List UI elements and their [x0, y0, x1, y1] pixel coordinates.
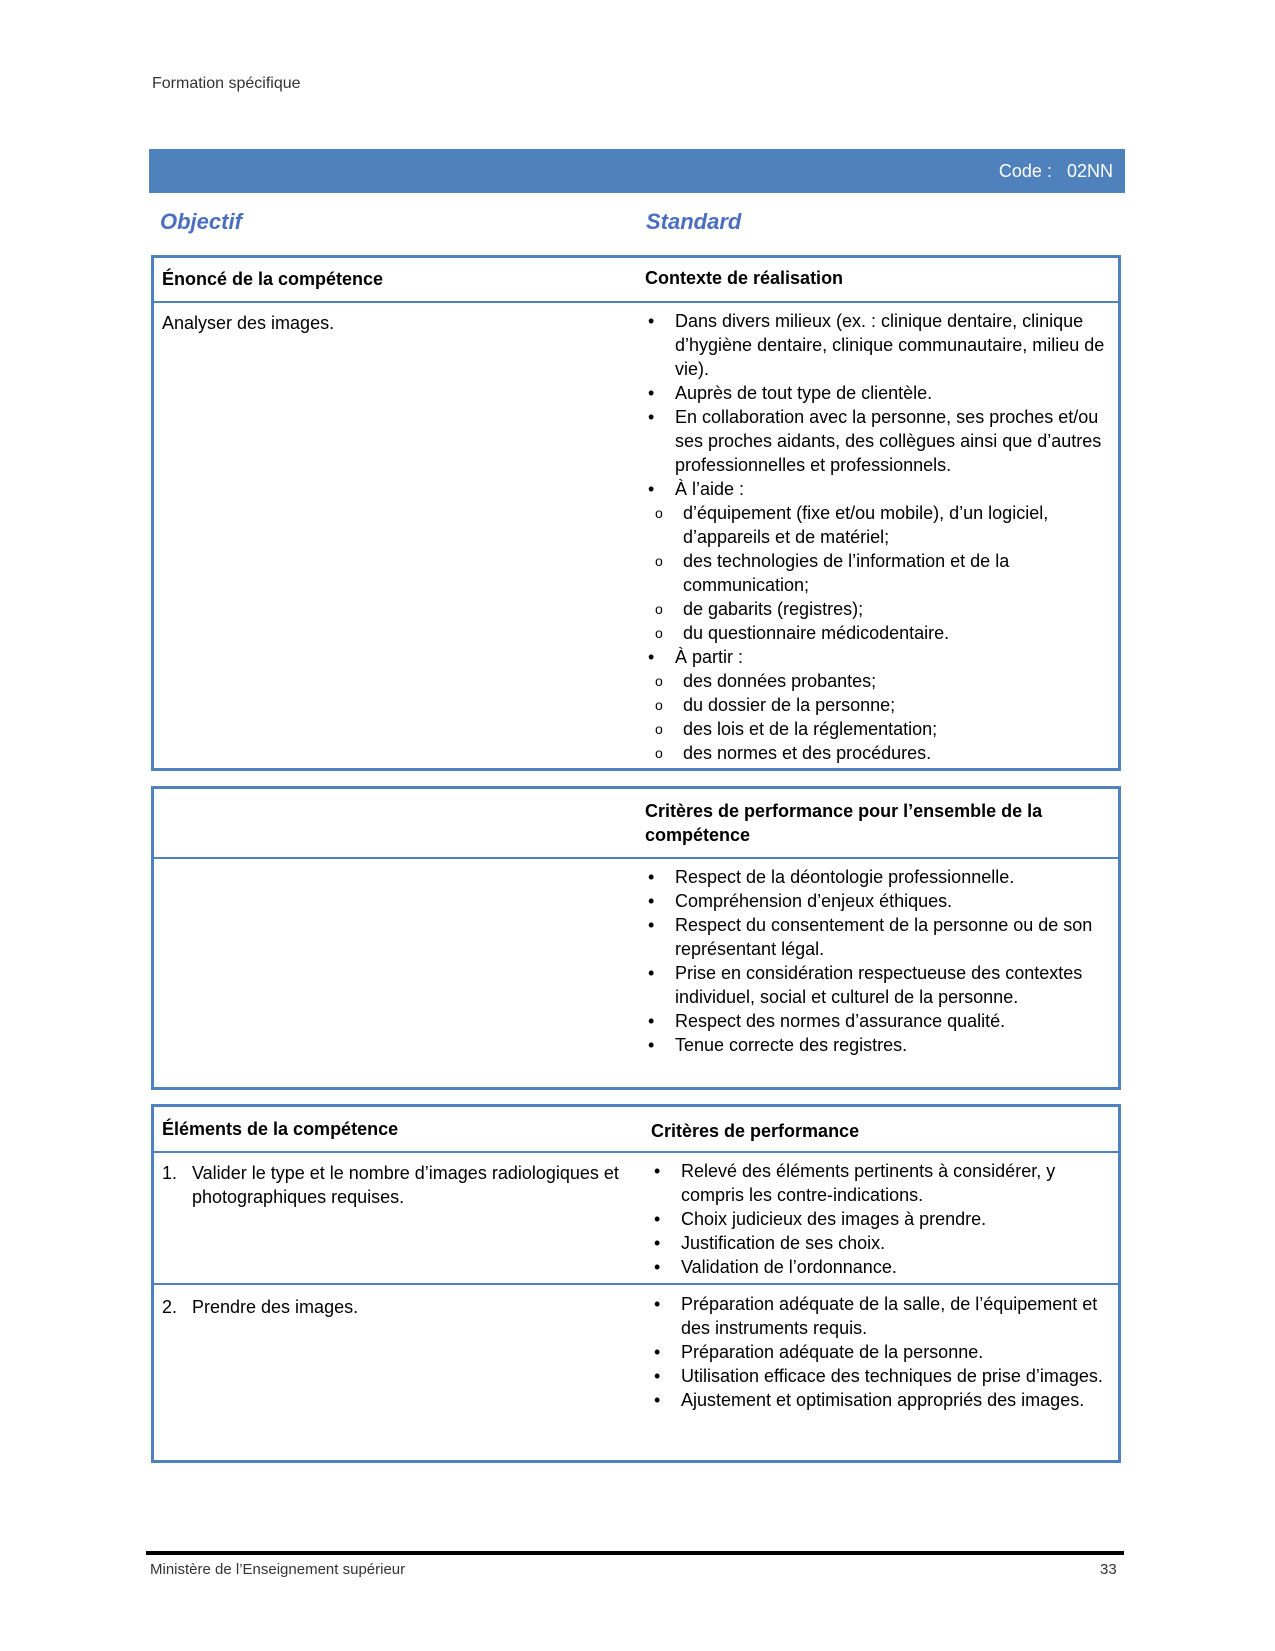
overall-criterion: • Compréhension d’enjeux éthiques.	[645, 889, 1107, 913]
element-1-number: 1.	[162, 1163, 178, 1183]
elements-box	[151, 1104, 1121, 1463]
performance-criterion: • Choix judicieux des images à prendre.	[651, 1207, 1113, 1231]
code-bar	[149, 149, 1125, 193]
performance-criterion: • Validation de l’ordonnance.	[651, 1255, 1113, 1279]
context-bullet	[645, 309, 1107, 381]
context-bullet	[645, 477, 1107, 645]
context-bullet-text: En collaboration avec la personne, ses proches et/ou ses proches aidants, des collègues ainsi que d’autres professionnelles et professionnels.	[675, 407, 1102, 475]
overall-criterion: • Respect de la déontologie professionnelle.	[645, 865, 1107, 889]
performance-criterion: • Préparation adéquate de la personne.	[651, 1340, 1113, 1364]
element-2-text: Prendre des images.	[192, 1297, 359, 1317]
column-titles	[160, 209, 1120, 239]
code-value: 02NN	[1066, 161, 1113, 181]
context-sub-item: o du dossier de la personne;	[645, 693, 1107, 717]
code-label-text: Code :	[998, 161, 1052, 181]
performance-criterion: • Utilisation efficace des techniques de prise d’images.	[651, 1364, 1113, 1388]
element-1-text: Valider le type et le nombre d’images radiologiques et photographiques requises.	[192, 1163, 619, 1207]
overall-criterion: • Respect des normes d’assurance qualité.	[645, 1009, 1107, 1033]
element-1-criteria	[651, 1159, 1113, 1279]
context-bullet	[645, 405, 1107, 477]
page-number: 33	[1100, 1561, 1117, 1578]
context-bullet	[645, 381, 1107, 405]
box2-header	[154, 789, 1118, 859]
criteria-heading: Critères de performance	[651, 1121, 860, 1141]
context-sub-item: o de gabarits (registres);	[645, 597, 1107, 621]
context-bullet-text: Auprès de tout type de clientèle.	[675, 383, 933, 403]
footer-rule	[146, 1551, 1124, 1555]
context-sub-item: o des normes et des procédures.	[645, 741, 1107, 765]
standard-title: Standard	[646, 209, 742, 234]
objectif-title: Objectif	[160, 209, 242, 234]
overall-criteria-box	[151, 786, 1121, 1090]
overall-criteria-list	[645, 865, 1107, 1057]
context-bullet-text: À l’aide :	[675, 479, 745, 499]
overall-criterion: • Respect du consentement de la personne ou de son représentant légal.	[645, 913, 1107, 961]
elements-heading: Éléments de la compétence	[162, 1119, 399, 1139]
context-bullet-text: À partir :	[675, 647, 744, 667]
element-2-number: 2.	[162, 1297, 178, 1317]
competence-heading: Énoncé de la compétence	[162, 269, 384, 289]
context-sub-list	[645, 501, 1107, 645]
element-1	[162, 1161, 652, 1209]
footer-ministry: Ministère de l’Enseignement supérieur	[150, 1561, 406, 1578]
element-2-criteria	[651, 1292, 1113, 1412]
code-label	[999, 161, 1113, 182]
competence-context-box	[151, 255, 1121, 771]
context-sub-item: o des technologies de l’information et de la communication;	[645, 549, 1107, 597]
page-header-title: Formation spécifique	[152, 75, 301, 92]
box1-header	[154, 258, 1118, 303]
context-sub-item: o du questionnaire médicodentaire.	[645, 621, 1107, 645]
performance-criterion: • Justification de ses choix.	[651, 1231, 1113, 1255]
row-divider	[154, 1283, 1118, 1285]
context-sub-list	[645, 669, 1107, 765]
element-2	[162, 1295, 622, 1319]
performance-criterion: • Préparation adéquate de la salle, de l’équipement et des instruments requis.	[651, 1292, 1113, 1340]
context-bullet	[645, 645, 1107, 765]
context-list	[645, 309, 1107, 765]
performance-criterion: • Ajustement et optimisation appropriés des images.	[651, 1388, 1113, 1412]
context-bullet-text: Dans divers milieux (ex. : clinique dentaire, clinique d’hygiène dentaire, clinique communautaire, milieu de vie).	[675, 311, 1105, 379]
context-sub-item: o des données probantes;	[645, 669, 1107, 693]
context-sub-item: o d’équipement (fixe et/ou mobile), d’un logiciel, d’appareils et de matériel;	[645, 501, 1107, 549]
competence-statement: Analyser des images.	[162, 313, 335, 333]
context-sub-item: o des lois et de la réglementation;	[645, 717, 1107, 741]
box3-header	[154, 1107, 1118, 1153]
overall-criterion: • Prise en considération respectueuse des contextes individuel, social et culturel de la personne.	[645, 961, 1107, 1009]
overall-criterion: • Tenue correcte des registres.	[645, 1033, 1107, 1057]
overall-criteria-heading: Critères de performance pour l’ensemble de la compétence	[645, 801, 1043, 845]
performance-criterion: • Relevé des éléments pertinents à considérer, y compris les contre-indications.	[651, 1159, 1113, 1207]
context-heading: Contexte de réalisation	[645, 268, 844, 288]
